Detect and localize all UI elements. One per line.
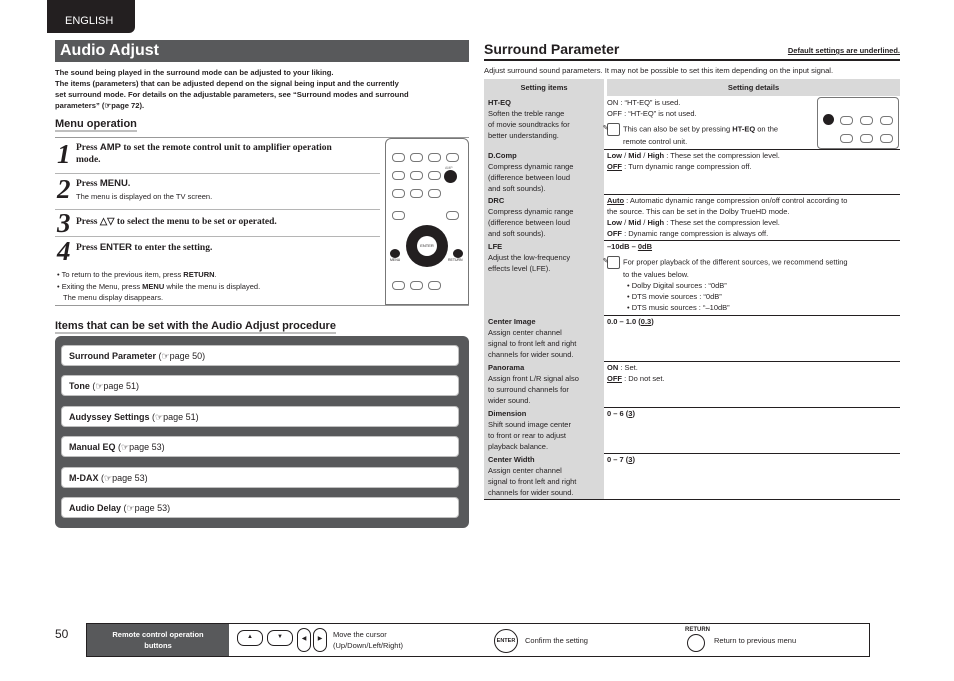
detail-line: Low / Mid / High : These set the compression level. — [607, 151, 780, 160]
remote-control-illustration — [385, 138, 469, 305]
step-text: Press △▽ to select the menu to be set or operated. — [76, 217, 277, 227]
remote-closeup-icon — [817, 97, 899, 149]
items-box — [55, 336, 469, 528]
table-row — [484, 194, 900, 241]
step-number: 2 — [57, 174, 71, 204]
step-2 — [55, 174, 380, 210]
setting-item: Center Width Assign center channel signal to front left and right channels for wider sound. — [484, 453, 604, 499]
step-number: 3 — [57, 208, 71, 238]
setting-item: Panorama Assign front L/R signal also to surround channels for wider sound. — [484, 361, 604, 407]
amp-button-icon — [444, 170, 457, 183]
step-subtext: The menu is displayed on the TV screen. — [76, 192, 213, 201]
setting-details: 0 – 7 (3) — [607, 455, 635, 464]
page-ref-icon: ☞ — [104, 473, 113, 483]
table-row — [484, 315, 900, 362]
intro-line: set surround mode. For details on the adjustable parameters, see “Surround modes and surround — [55, 90, 409, 99]
surround-description: Adjust surround sound parameters. It may not be possible to set this item depending on the input signal. — [484, 66, 834, 75]
detail-line: OFF : Dynamic range compression is always off. — [607, 229, 769, 238]
menu-operation-box — [55, 137, 469, 306]
menu-operation-heading: Menu operation — [55, 118, 137, 130]
menu-key: MENU — [99, 178, 128, 189]
menu-button-icon — [390, 249, 400, 258]
table-row — [484, 407, 900, 454]
setting-details — [607, 361, 899, 384]
setting-item: DRC Compress dynamic range (difference between loud and soft sounds). — [484, 194, 604, 240]
cursor-up-icon: ▲ — [237, 630, 263, 646]
table-row — [484, 96, 900, 150]
memo: ✎ This can also be set by pressing HT-EQ on the remote control unit. — [602, 124, 779, 146]
detail-line: OFF : “HT-EQ” is not used. — [607, 109, 697, 118]
detail-line: ON : Set. — [607, 363, 638, 372]
items-heading: Items that can be set with the Audio Adjust procedure — [55, 320, 336, 332]
detail-line: ON : “HT-EQ” is used. — [607, 98, 681, 107]
detail-line: Auto : Automatic dynamic range compression on/off control according to — [607, 196, 848, 205]
step-3 — [55, 210, 380, 237]
enter-button-icon: ENTER — [417, 236, 437, 256]
step-text: Press MENU. — [76, 178, 131, 189]
cursor-right-icon: ▶ — [313, 628, 327, 652]
audio-adjust-title: Audio Adjust — [55, 40, 469, 62]
intro-line: The sound being played in the surround mode can be adjusted to your liking. — [55, 68, 334, 77]
detail-line: OFF : Turn dynamic range compression off. — [607, 162, 752, 171]
setting-item: LFE Adjust the low-frequency effects level (LFE). — [484, 240, 604, 315]
table-row — [484, 453, 900, 500]
enter-button-icon: ENTER — [494, 629, 518, 653]
operation-notes — [57, 269, 260, 304]
page-ref-icon: ☞ — [104, 101, 112, 110]
note-item: • To return to the previous item, press RETURN. — [57, 270, 217, 279]
dpad-icon — [406, 225, 448, 267]
step-number: 4 — [57, 236, 71, 266]
step-number: 1 — [57, 139, 71, 169]
detail-line: OFF : Do not set. — [607, 374, 665, 383]
bullet-line: • DTS music sources : “–10dB” — [627, 303, 730, 312]
setting-details — [607, 194, 899, 239]
step-1 — [55, 138, 380, 174]
move-cursor-text: Move the cursor (Up/Down/Left/Right) — [333, 630, 404, 650]
return-label: RETURN — [448, 258, 463, 262]
detail-line: the source. This can be set in the Dolby TrueHD mode. — [607, 207, 790, 216]
setting-item: HT-EQ Soften the treble range of movie soundtracks for better understanding. — [484, 96, 604, 149]
language-label: ENGLISH — [65, 15, 114, 27]
page-ref: page 72). — [111, 101, 145, 110]
return-button-icon — [687, 634, 705, 652]
bullet-line: • DTS movie sources : “0dB” — [627, 292, 722, 301]
table-row — [484, 361, 900, 408]
item-m-dax: M-DAX (☞page 53) — [61, 467, 459, 488]
page-ref-icon: ☞ — [161, 351, 170, 361]
title-rule — [484, 59, 900, 61]
step-text: Press ENTER to enter the setting. — [76, 242, 213, 253]
detail-line: –10dB – 0dB — [607, 242, 653, 251]
setting-details: 0 – 6 (3) — [607, 409, 635, 418]
memo-pencil-icon: ✎ — [607, 256, 620, 269]
amp-label: AMP — [445, 166, 453, 170]
setting-details — [607, 149, 899, 172]
return-label: RETURN — [685, 627, 710, 633]
page-ref-icon: ☞ — [155, 412, 164, 422]
item-tone: Tone (☞page 51) — [61, 375, 459, 396]
setting-item: Dimension Shift sound image center to front or rear to adjust playback balance. — [484, 407, 604, 453]
item-audio-delay: Audio Delay (☞page 53) — [61, 497, 459, 518]
enter-key: ENTER — [99, 242, 133, 253]
item-audyssey-settings: Audyssey Settings (☞page 51) — [61, 406, 459, 427]
memo-pencil-icon: ✎ — [607, 123, 620, 136]
surround-parameter-title: Surround Parameter — [484, 41, 620, 57]
step-4 — [55, 236, 380, 266]
intro-line: The items (parameters) that can be adjusted depend on the signal being input and the currently — [55, 79, 399, 88]
bullet-line: • Dolby Digital sources : “0dB” — [627, 281, 727, 290]
note-item: • Exiting the Menu, press MENU while the menu is displayed. — [57, 281, 261, 291]
return-button-icon — [453, 249, 463, 258]
cursor-left-icon: ◀ — [297, 628, 311, 652]
remote-buttons-legend — [86, 623, 870, 657]
cursor-down-icon: ▼ — [267, 630, 293, 646]
up-down-key: △▽ — [99, 217, 115, 227]
page-ref-icon: ☞ — [126, 503, 135, 513]
confirm-text: Confirm the setting — [525, 636, 588, 645]
item-manual-eq: Manual EQ (☞page 53) — [61, 436, 459, 457]
step-text: Press AMP to set the remote control unit to amplifier operation mode. — [76, 142, 332, 165]
page-ref-icon: ☞ — [95, 381, 104, 391]
col-header-items: Setting items — [484, 79, 604, 96]
audio-adjust-intro — [55, 67, 469, 111]
memo: ✎ For proper playback of the different sources, we recommend setting to the values below. — [602, 257, 848, 279]
setting-details — [602, 240, 899, 313]
default-settings-note: Default settings are underlined. — [787, 46, 900, 55]
return-text: Return to previous menu — [714, 636, 797, 645]
setting-item: Center Image Assign center channel signal to front left and right channels for wider sound. — [484, 315, 604, 361]
setting-item: D.Comp Compress dynamic range (difference between loud and soft sounds). — [484, 149, 604, 194]
col-header-details: Setting details — [607, 79, 900, 96]
language-tab — [47, 0, 135, 33]
setting-details: 0.0 – 1.0 (0.3) — [607, 317, 654, 326]
note-item: The menu display disappears. — [63, 293, 164, 302]
intro-line: parameters” (☞page 72). — [55, 101, 145, 110]
detail-line: Low / Mid / High : These set the compression level. — [607, 218, 780, 227]
amp-key: AMP — [99, 142, 121, 153]
menu-label: MENU — [390, 258, 401, 262]
table-row — [484, 149, 900, 195]
legend-label: Remote control operation buttons — [87, 624, 229, 656]
item-surround-parameter: Surround Parameter (☞page 50) — [61, 345, 459, 366]
page-number: 50 — [55, 627, 69, 641]
table-row — [484, 240, 900, 316]
page-ref-icon: ☞ — [121, 442, 130, 452]
